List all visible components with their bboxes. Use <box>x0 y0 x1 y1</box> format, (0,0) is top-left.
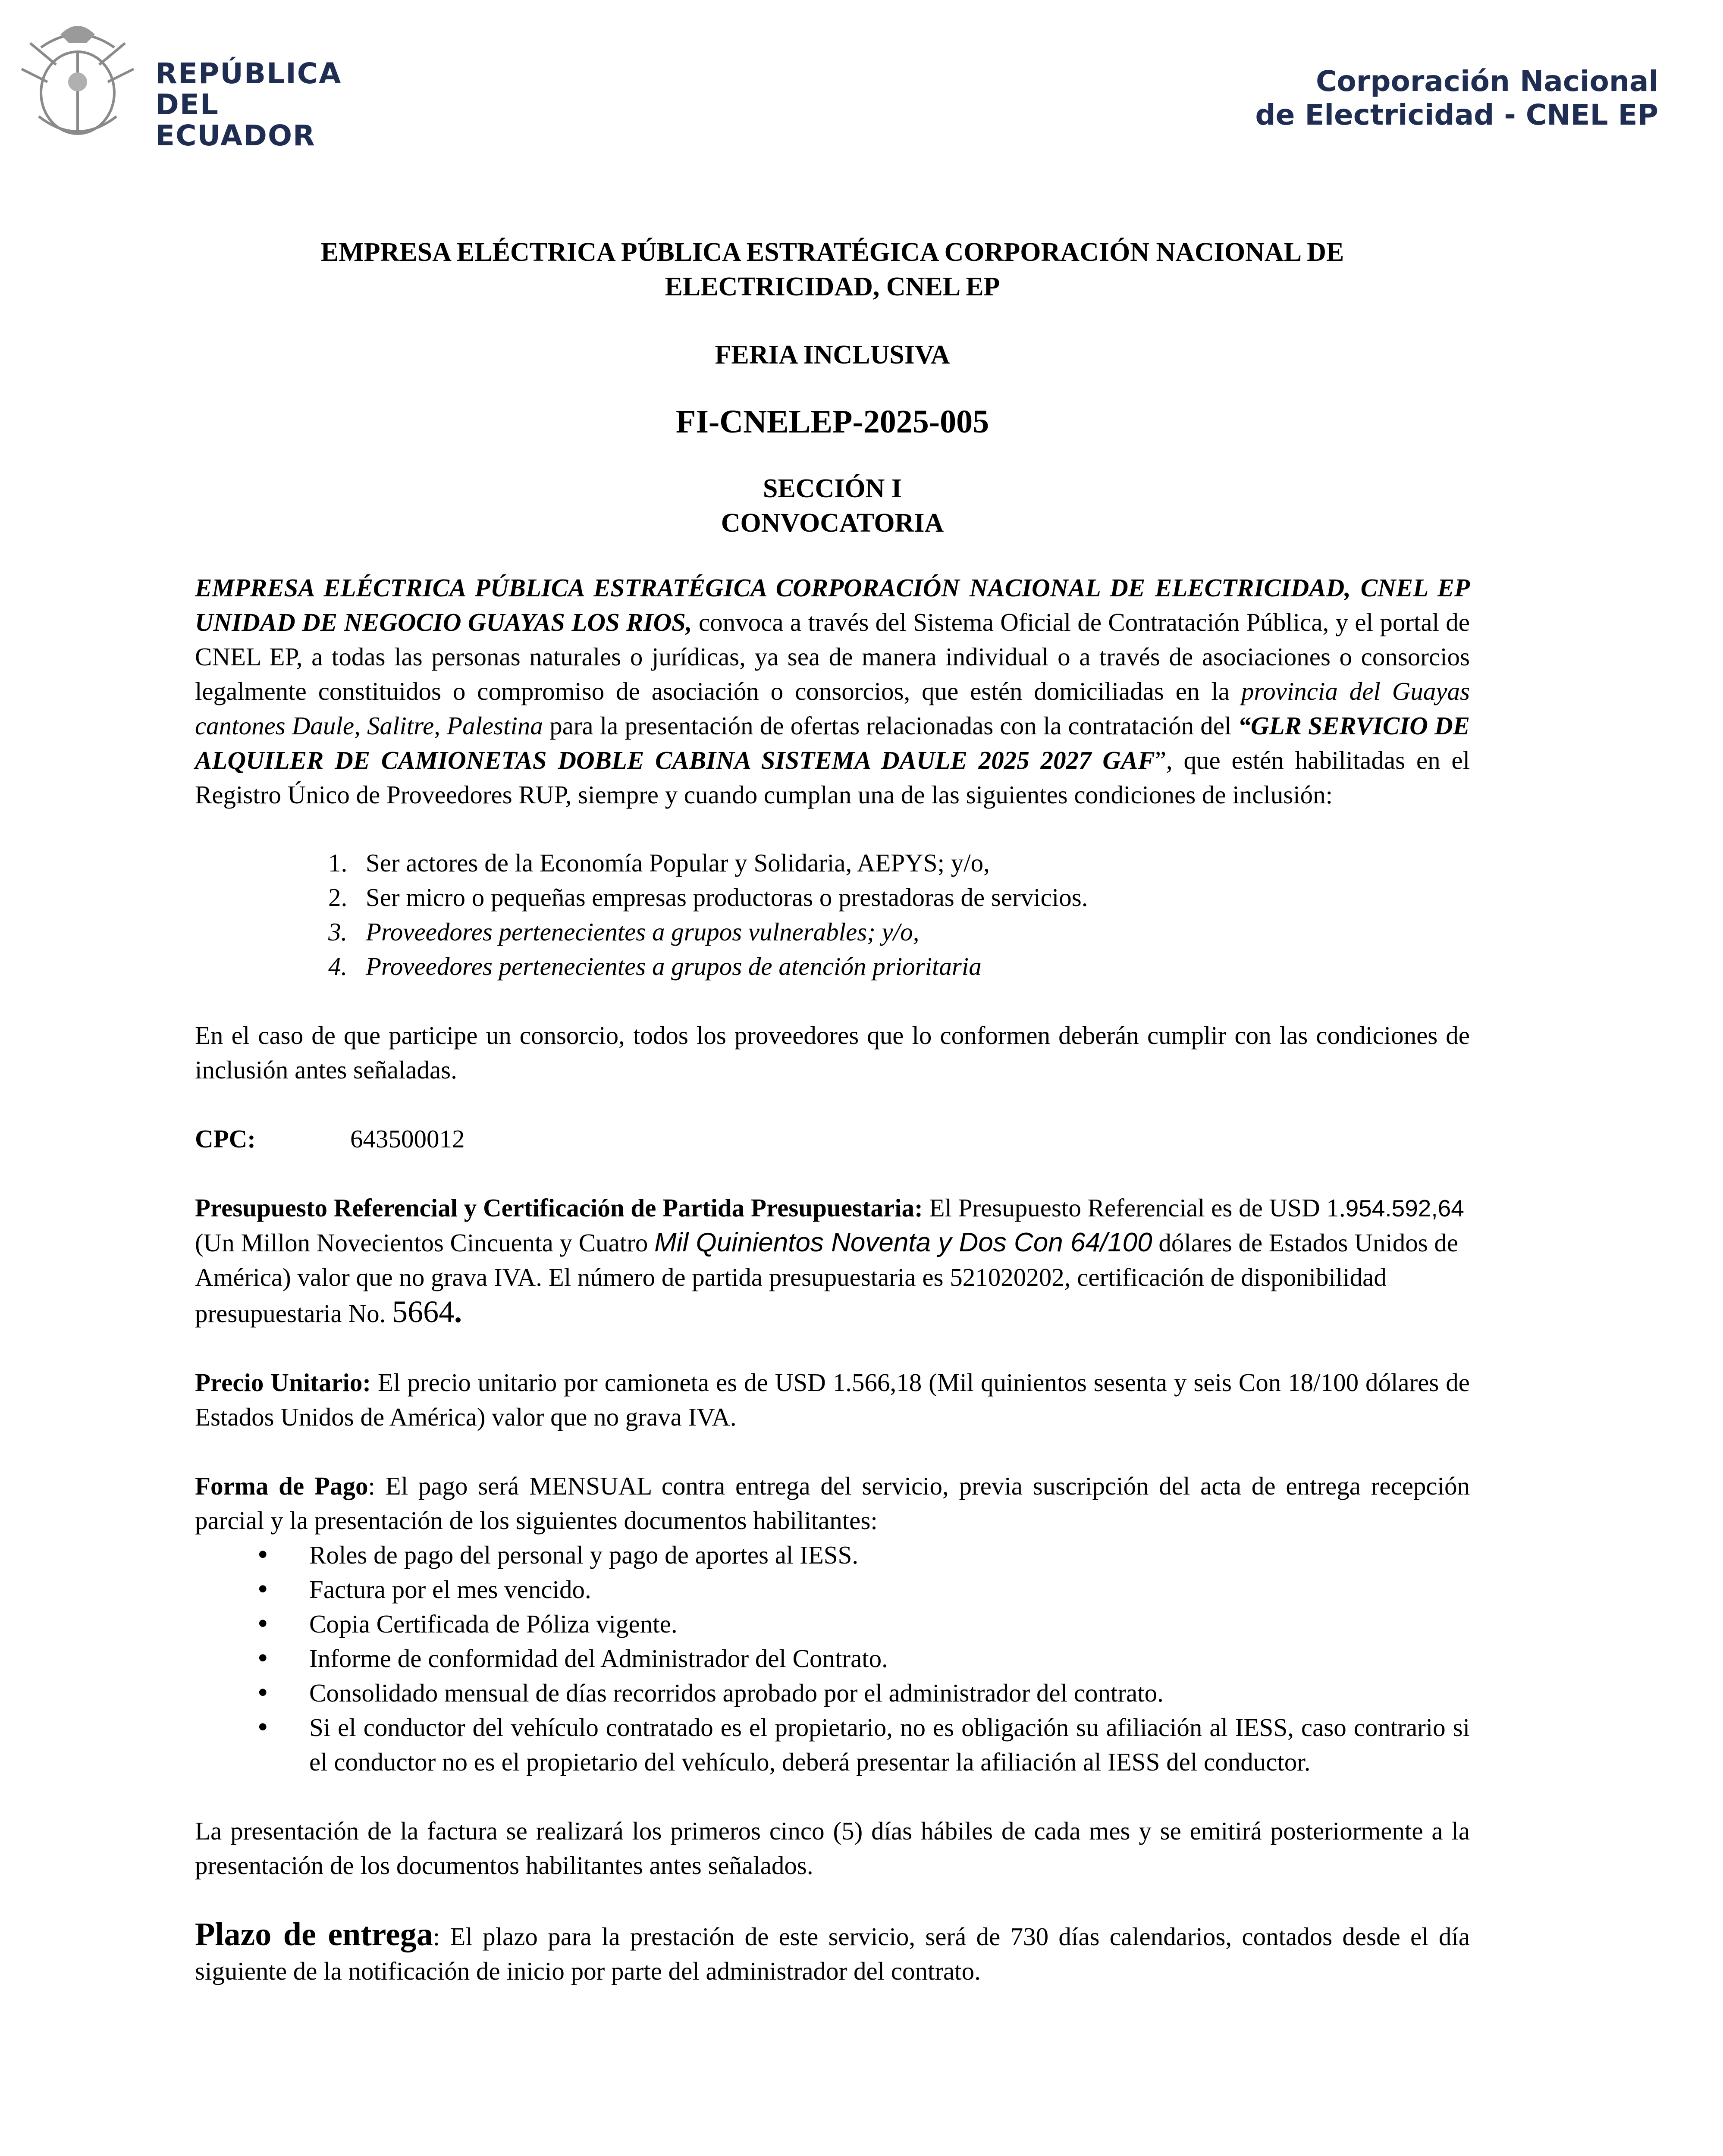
cpc-row <box>195 1122 1470 1156</box>
plazo-paragraph <box>195 1917 1470 1988</box>
consorcio-paragraph: En el caso de que participe un consorcio, todos los proveedores que lo conformen deberán cumplir con las condiciones de inclusión antes señaladas. <box>195 1021 1470 1084</box>
presupuesto-words: Mil Quinientos Noventa y Dos Con 64/100 <box>654 1228 1152 1257</box>
precio-text: El precio unitario por camioneta es de USD 1.566,18 (Mil quinientos sesenta y seis Con 18/100 dólares de Estados Unidos de América) valor que no grava IVA. <box>195 1368 1470 1431</box>
pago-document-item: • Factura por el mes vencido. <box>309 1572 1470 1607</box>
plazo-text: : El plazo para la prestación de este servicio, será de 730 días calendarios, contados desde el día siguiente de la notificación de inicio por parte del administrador del contrato. <box>195 1922 1470 1985</box>
presupuesto-text-3: dólares de Estados Unidos de América) valor que no grava IVA. El número de partida presupuestaria es 521020202, certificación de disponibilidad presupuestaria No. <box>195 1228 1459 1328</box>
logo-line-2: DEL ECUADOR <box>155 88 316 152</box>
precio-label: Precio Unitario: <box>195 1368 371 1397</box>
factura-paragraph: La presentación de la factura se realizará los primeros cinco (5) días hábiles de cada mes y se emitirá posteriormente a la presentación de los documentos habilitantes antes señalados. <box>195 1817 1470 1880</box>
cert-number: 5664 <box>392 1294 455 1329</box>
section-name: CONVOCATORIA <box>721 508 944 538</box>
presupuesto-paragraph <box>195 1191 1470 1331</box>
condition-item: 1. Ser actores de la Economía Popular y Solidaria, AEPYS; y/o, <box>354 846 1470 880</box>
condition-item: 4. Proveedores pertenecientes a grupos de atención prioritaria <box>354 949 1470 984</box>
pago-document-item: • Roles de pago del personal y pago de aportes al IESS. <box>309 1538 1470 1572</box>
title-line-2: ELECTRICIDAD, CNEL EP <box>665 272 1000 301</box>
presupuesto-amount: 954.592,64 <box>1345 1195 1464 1222</box>
cnel-line-1: Corporación Nacional <box>1315 65 1658 98</box>
republica-ecuador-logo <box>13 17 367 152</box>
cnel-ep-header <box>1255 65 1658 132</box>
pago-paragraph <box>195 1469 1470 1538</box>
intro-text-1: convoca a través del Sistema Oficial de Contratación Pública, y el portal de CNEL EP, a todas las personas naturales o jurídicas, ya sea de manera individual o a través de asociaciones o consorcios legalmente constituidos o compromiso de asociación o consorcios, que estén domiciliadas en la <box>195 608 1470 705</box>
pago-label: Forma de Pago <box>195 1472 368 1500</box>
service-name: “GLR SERVICIO DE ALQUILER DE CAMIONETAS DOBLE CABINA SISTEMA DAULE 2025 2027 GAF <box>195 711 1470 774</box>
cpc-value: 643500012 <box>350 1125 465 1153</box>
intro-location: provincia del Guayas cantones Daule, Salitre, Palestina <box>195 677 1470 740</box>
title-line-1: EMPRESA ELÉCTRICA PÚBLICA ESTRATÉGICA CORPORACIÓN NACIONAL DE <box>320 238 1344 267</box>
pago-document-item: • Copia Certificada de Póliza vigente. <box>309 1607 1470 1641</box>
intro-text-3: ”, que estén habilitadas en el Registro Único de Proveedores RUP, siempre y cuando cumplan una de las siguientes condiciones de inclusión: <box>195 746 1470 809</box>
condition-item: 2. Ser micro o pequeñas empresas productoras o prestadoras de servicios. <box>354 880 1470 915</box>
intro-paragraph <box>195 570 1470 812</box>
logo-line-1: REPÚBLICA <box>155 57 342 90</box>
plazo-label: Plazo de entrega <box>195 1916 433 1952</box>
subtitle: FERIA INCLUSIVA <box>715 340 950 370</box>
cpc-label: CPC: <box>195 1125 256 1153</box>
pago-document-item: • Informe de conformidad del Administrador del Contrato. <box>309 1641 1470 1676</box>
process-code: FI-CNELEP-2025-005 <box>675 404 989 440</box>
intro-text-2: para la presentación de ofertas relacionadas con la contratación del <box>543 711 1238 740</box>
pago-document-item: • Consolidado mensual de días recorridos aprobado por el administrador del contrato. <box>309 1676 1470 1710</box>
entity-name: EMPRESA ELÉCTRICA PÚBLICA ESTRATÉGICA CORPORACIÓN NACIONAL DE ELECTRICIDAD, CNEL EP UNIDAD DE NEGOCIO GUAYAS LOS RIOS, <box>195 573 1470 636</box>
presupuesto-label: Presupuesto Referencial y Certificación de Partida Presupuestaria: <box>195 1194 923 1222</box>
section-number: SECCIÓN I <box>763 474 902 503</box>
cert-end: . <box>454 1294 462 1329</box>
presupuesto-text-2: (Un Millon Novecientos Cincuenta y Cuatro <box>195 1228 655 1257</box>
pago-text: : El pago será MENSUAL contra entrega del servicio, previa suscripción del acta de entrega recepción parcial y la presentación de los siguientes documentos habilitantes: <box>195 1472 1470 1535</box>
condition-item: 3. Proveedores pertenecientes a grupos vulnerables; y/o, <box>354 915 1470 949</box>
conditions-list <box>195 846 1470 984</box>
document-body <box>195 235 1470 1988</box>
pago-document-item: • Si el conductor del vehículo contratado es el propietario, no es obligación su afiliación al IESS, caso contrario si el conductor no es el propietario del vehículo, deberá presentar la afiliación al IESS del conductor. <box>309 1710 1470 1779</box>
precio-paragraph <box>195 1365 1470 1434</box>
coat-of-arms-icon <box>13 17 142 142</box>
presupuesto-text-1: El Presupuesto Referencial es de USD 1. <box>923 1194 1346 1222</box>
cnel-line-2: de Electricidad - CNEL EP <box>1255 98 1658 132</box>
pago-documents-list <box>195 1538 1470 1779</box>
